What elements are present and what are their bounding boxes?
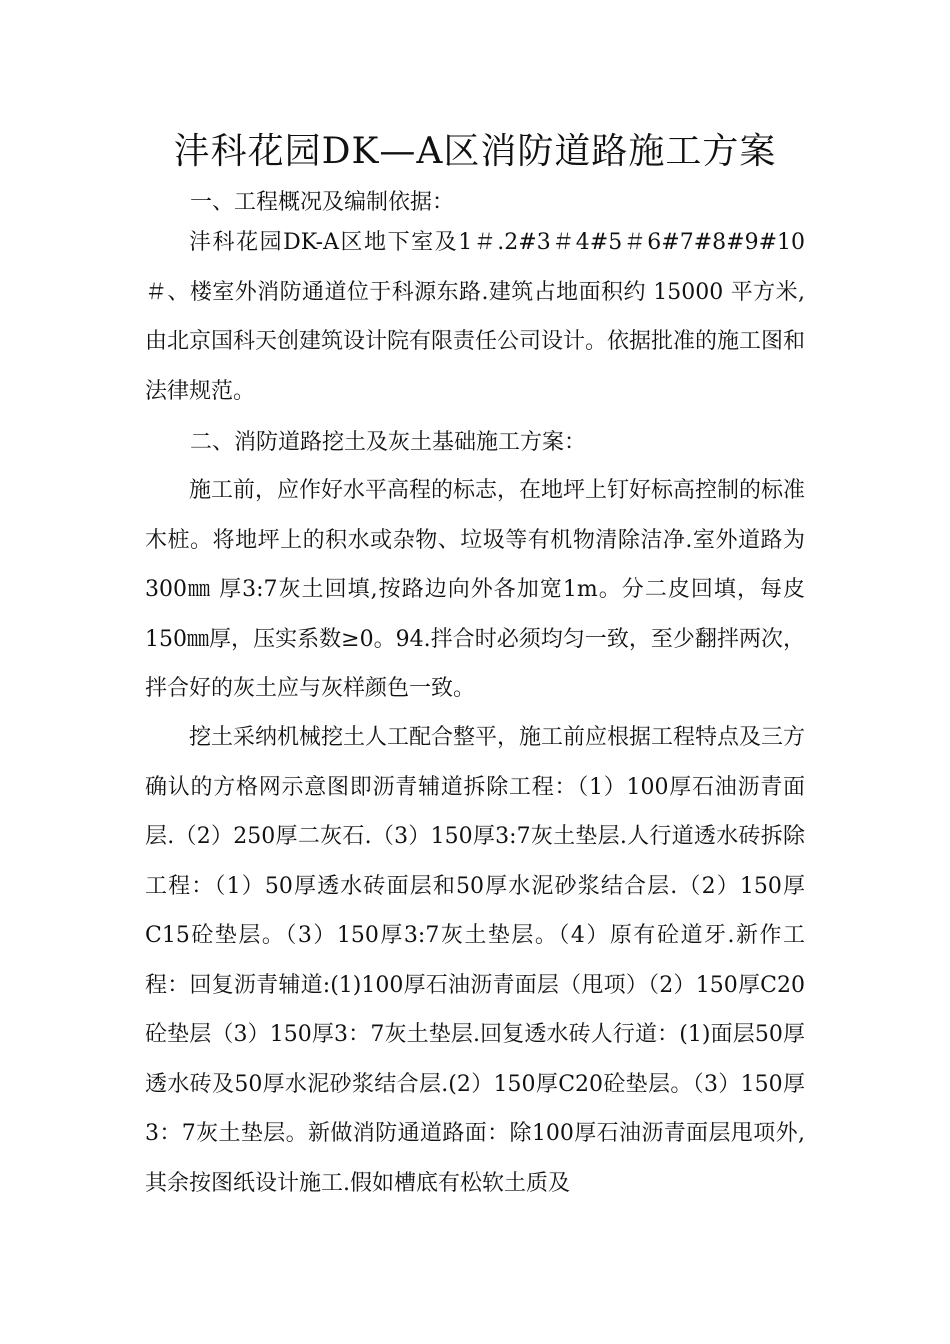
paragraph-overview: 沣科花园DK-A区地下室及1＃.2#3＃4#5＃6#7#8#9#10＃、楼室外消防通道位于科源东路.建筑占地面积约 15000 平方米,由北京国科天创建筑设计院有限责任公司设计。依据批准的施工图和法律规范。	[145, 230, 806, 404]
section-heading-construction: 二、消防道路挖土及灰土基础施工方案：	[190, 430, 587, 455]
paragraph-excavation: 挖土采纳机械挖土人工配合整平，施工前应根据工程特点及三方确认的方格网示意图即沥青辅道拆除工程：（1）100厚石油沥青面层.（2）250厚二灰石.（3）150厚3:7灰土垫层.人行道透水砖拆除工程：（1）50厚透水砖面层和50厚水泥砂浆结合层.（2）150厚C15砼垫层。（3）150厚3:7灰土垫层。（4）原有砼道牙.新作工程：回复沥青辅道:(1)100厚石油沥青面层（甩项）（2）150厚C20砼垫层（3）150厚3：7灰土垫层.回复透水砖人行道：(1)面层50厚透水砖及50厚水泥砂浆结合层.(2）150厚C20砼垫层。（3）150厚3：7灰土垫层。新做消防通道路面：除100厚石油沥青面层甩项外,其余按图纸设计施工.假如槽底有松软土质及	[145, 725, 805, 1196]
paragraph-preparation: 施工前，应作好水平高程的标志，在地坪上钉好标高控制的标准木桩。将地坪上的积水或杂物、垃圾等有机物清除洁净.室外道路为300㎜ 厚3:7灰土回填,按路边向外各加宽1m。分二皮回填，每皮150㎜厚，压实系数≥0。94.拌合时必须均匀一致，至少翻拌两次，拌合好的灰土应与灰样颜色一致。	[145, 478, 806, 701]
section-heading-overview: 一、工程概况及编制依据：	[190, 190, 455, 215]
document-title: 沣科花园DK—A区消防道路施工方案	[173, 131, 777, 172]
